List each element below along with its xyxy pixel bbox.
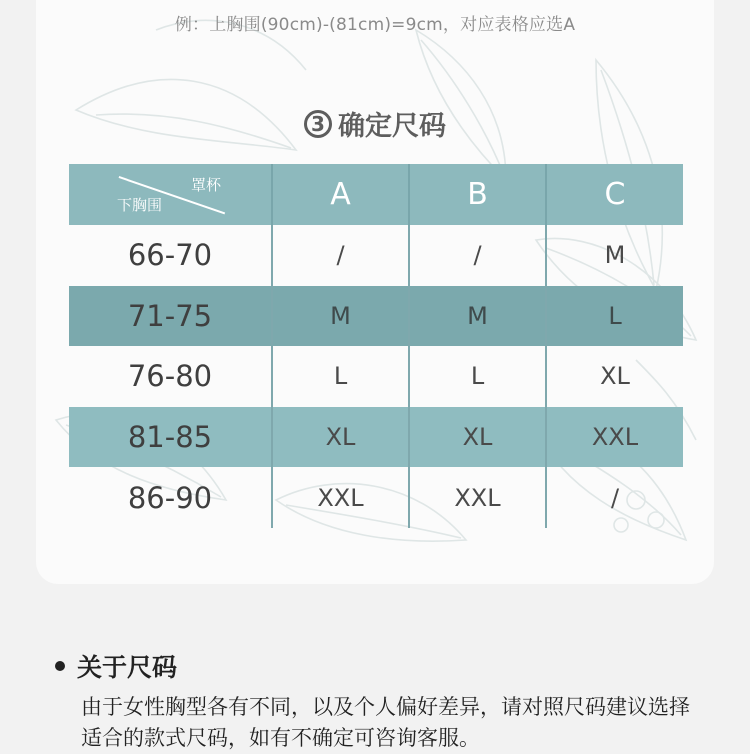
- table-row: [69, 286, 683, 347]
- table-header-row: [69, 164, 683, 225]
- step-number-badge: 3: [304, 110, 332, 138]
- underbust-range: 81-85: [69, 407, 272, 468]
- underbust-range: 66-70: [127, 238, 213, 273]
- size-cell: M: [409, 286, 546, 347]
- table-row: [69, 346, 683, 407]
- size-cell: M: [546, 225, 683, 286]
- underbust-range: 76-80: [127, 359, 213, 394]
- about-size-description: 由于女性胸型各有不同，以及个人偏好差异，请对照尺码建议选择适合的款式尺码，如有不确定可咨询客服。: [81, 695, 690, 750]
- section-title: [36, 104, 714, 143]
- size-cell: /: [546, 467, 683, 528]
- section-title-text: 确定尺码: [338, 111, 446, 142]
- underbust-range: 86-90: [127, 480, 213, 515]
- size-cell: L: [546, 286, 683, 347]
- table-row: [69, 225, 683, 286]
- corner-cell: [69, 164, 272, 225]
- about-size-section: [55, 648, 690, 750]
- column-header-b: B: [409, 164, 546, 225]
- size-cell: XXL: [546, 407, 683, 468]
- underbust-label: 下胸围: [117, 196, 163, 214]
- size-guide-card: [36, 0, 714, 584]
- size-cell: XXL: [272, 467, 409, 528]
- size-cell: L: [272, 346, 409, 407]
- size-cell: XL: [272, 407, 409, 468]
- size-cell: M: [272, 286, 409, 347]
- example-text: 例：上胸围(90cm)-(81cm)=9cm，对应表格应选A: [174, 15, 576, 35]
- about-size-title: 关于尺码: [77, 653, 178, 682]
- size-cell: /: [272, 225, 409, 286]
- column-header-a: A: [272, 164, 409, 225]
- bullet-dot-icon: [55, 661, 65, 671]
- cup-label: 罩杯: [190, 176, 221, 194]
- size-cell: L: [409, 346, 546, 407]
- size-chart-table: [69, 164, 683, 528]
- size-cell: XL: [546, 346, 683, 407]
- about-size-heading: [55, 648, 177, 684]
- size-cell: XXL: [409, 467, 546, 528]
- table-row: [69, 407, 683, 468]
- size-cell: /: [409, 225, 546, 286]
- table-row: [69, 467, 683, 528]
- size-cell: XL: [409, 407, 546, 468]
- underbust-range: 71-75: [69, 286, 272, 347]
- column-header-c: C: [546, 164, 683, 225]
